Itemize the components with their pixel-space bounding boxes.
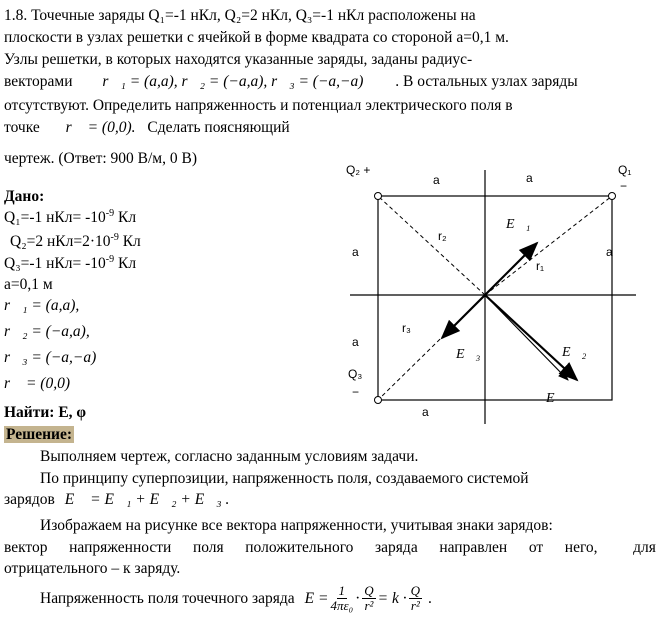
problem-line-4: векторами r⃗₁ = (a,a), r⃗₂ = (−a,a), r⃗₃ = (−a,−a) . В остальных узлах заряды [4, 73, 578, 90]
fraction-q-over-r2: $\frac{Q}{\text{r²}}$ [364, 583, 374, 613]
label-r1: r₁ [536, 259, 545, 273]
lattice-square [378, 196, 612, 400]
label-e2: E⃗₂ [562, 345, 587, 360]
problem-line-1: 1.8. Точечные заряды Q₁=-1 нКл, Q₂=2 нКл, Q₃=-1 нКл расположены на [4, 7, 476, 24]
solution-p3a: Изображаем на рисунке все вектора напряженности, учитывая знаки зарядов: [40, 517, 553, 534]
label-e1: E⃗₁ [506, 217, 531, 232]
given-r1: r⃗₁ = (a,a), [4, 297, 80, 314]
given-q2: Q₂=2 $нКл=2\cdot 10^{-9}$ Кл [10, 232, 141, 250]
label-r2: r₂ [438, 229, 447, 243]
fraction-coulomb-const: $\frac{1}{\text{4πε₀}}$ [330, 583, 354, 613]
superposition-formula: E⃗ = E⃗₁ + E⃗₂ + E⃗₃ . [64, 491, 230, 508]
solution-p3c: отрицательного – к заряду. [4, 560, 181, 577]
charge-diagram [340, 150, 640, 430]
e1-arrow [485, 243, 537, 295]
given-r2: r⃗₂ = (−a,a), [4, 323, 90, 340]
label-q3-sign: − [352, 385, 360, 399]
problem-line-6: точке r⃗ = (0,0). Сделать поясняющий [4, 119, 290, 136]
label-e3: E⃗₃ [456, 347, 481, 362]
given-q1: Q₁=-1 $нКл= -10^{-9}$ Кл [4, 208, 137, 226]
label-a-bottom: a [422, 405, 429, 419]
problem-line-2: плоскости в узлах решетки с ячейкой в форме квадрата со стороной а=0,1 м. [4, 29, 509, 46]
given-title: Дано: [4, 188, 45, 205]
problem-line-5: отсутствуют. Определить напряженность и потенциал электрического поля в [4, 97, 513, 114]
find-title: Найти: E, φ [4, 404, 87, 421]
label-a-top-left: a [433, 173, 440, 187]
label-q1: Q₁ [618, 163, 632, 177]
label-r3: r₃ [402, 321, 411, 335]
given-a: a=0,1 м [4, 276, 53, 293]
solution-title: Решение: [6, 426, 73, 443]
label-a-left-upper: a [352, 245, 359, 259]
e3-arrow [442, 295, 485, 338]
charge-q2 [375, 193, 382, 200]
solution-p1: Выполняем чертеж, согласно заданным условиям задачи. [40, 448, 419, 465]
solution-p4: Напряженность поля точечного заряда E = $\frac{1}{\text{4πε₀}}$ · $\frac{Q}{\text{r²}}$ = k · $\frac{Q}{\text{r²}}$ . [40, 583, 432, 613]
label-e-total: E⃗ [546, 391, 566, 406]
radius-vectors-formula: r⃗₁ = (a,a), r⃗₂ = (−a,a), r⃗₃ = (−a,−a) [102, 73, 364, 90]
label-q2: Q₂ + [346, 163, 371, 177]
label-a-left-lower: a [352, 335, 359, 349]
solution-p2b: зарядов E⃗ = E⃗₁ + E⃗₂ + E⃗₃ . [4, 491, 230, 508]
charge-q3 [375, 397, 382, 404]
e-total-arrow [485, 295, 568, 380]
given-r0: r⃗ = (0,0) [4, 375, 70, 392]
given-r3: r⃗₃ = (−a,−a) [4, 349, 97, 366]
label-q1-sign: − [620, 179, 628, 193]
r2-dashed [378, 196, 485, 295]
solution-p2a: По принципу суперпозиции, напряженность поля, создаваемого системой [40, 470, 529, 487]
given-q3: Q₃=-1 $нКл= -10^{-9}$ Кл [4, 254, 137, 272]
label-a-right: a [606, 245, 613, 259]
r1-dashed [485, 196, 612, 295]
problem-line-3: Узлы решетки, в которых находятся указанные заряды, заданы радиус- [4, 51, 473, 68]
e2-arrow [485, 295, 577, 380]
solution-p3b: вектор напряженности поля положительного заряда направлен от него, для [4, 539, 656, 556]
problem-line-7: чертеж. (Ответ: 900 В/м, 0 В) [4, 150, 197, 167]
label-q3: Q₃ [348, 367, 363, 381]
point-formula: r⃗ = (0,0). [65, 119, 136, 136]
fraction-q-over-r2-k: $\frac{Q}{\text{r²}}$ [410, 583, 421, 613]
charge-q1 [609, 193, 616, 200]
label-a-top-right: a [526, 171, 533, 185]
